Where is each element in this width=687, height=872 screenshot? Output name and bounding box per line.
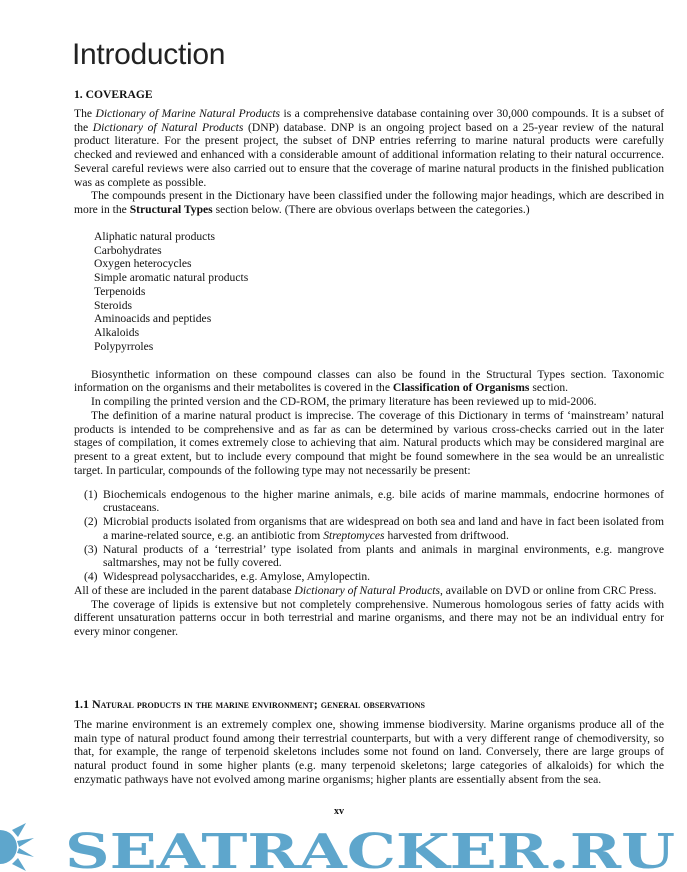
- compound-class-list: [74, 230, 664, 354]
- list-item: Steroids: [94, 298, 133, 312]
- list-item: Aliphatic natural products: [94, 229, 216, 243]
- list-number: (1): [84, 487, 98, 501]
- list-item: Polypyrroles: [94, 339, 154, 353]
- emphasis: Dictionary of Marine Natural Products: [95, 106, 281, 120]
- paragraph: Biosynthetic information on these compound classes can also be found in the Structural Types section. Taxonomic information on the organisms and their metabolites is covered in the Classification of Organisms section.: [74, 367, 664, 395]
- paragraph: All of these are included in the parent database Dictionary of Natural Products, available on DVD or online from CRC Press.: [74, 583, 657, 597]
- section-marine-environment: [74, 698, 664, 787]
- list-item: Alkaloids: [94, 326, 140, 339]
- emphasis: Streptomyces: [323, 528, 385, 542]
- list-item: (4) Widespread polysaccharides, e.g. Amylose, Amylopectin.: [84, 570, 371, 583]
- list-item: Terpenoids: [94, 284, 146, 298]
- emphasis: Structural Types: [129, 203, 213, 216]
- list-item: (1) Biochemicals endogenous to the higher marine animals, e.g. bile acids of marine mammals, endocrine hormones of crustaceans.: [84, 487, 664, 515]
- paragraph: The definition of a marine natural product is imprecise. The coverage of this Dictionary in terms of ‘mainstream’ natural products is intended to be comprehensive and as far as can be determined by various cross-checks carried out in the later stages of compilation, it comes extremely close to achieving that aim. Natural products which may be considered marginal are present to a great extent, but to include every compound that might be found somewhere in the sea would be an unrealistic target. In particular, compounds of the following type may not necessarily be present:: [74, 408, 664, 477]
- exclusion-list: [74, 488, 664, 584]
- list-item: Oxygen heterocycles: [94, 257, 192, 271]
- list-item: Carbohydrates: [94, 243, 162, 257]
- list-number: (4): [84, 570, 98, 583]
- emphasis: Classification of Organisms: [392, 381, 530, 395]
- paragraph: In compiling the printed version and the CD-ROM, the primary literature has been reviewed up to mid-2006.: [91, 395, 597, 408]
- emphasis: Dictionary of Natural Products: [92, 120, 244, 134]
- section-coverage: [74, 88, 664, 639]
- list-item: (2) Microbial products isolated from organisms that are widespread on both sea and land and have in fact been isolated from a marine-related source, e.g. an antibiotic from Streptomyces harvested from driftwood.: [84, 515, 664, 542]
- section-heading: 1.1 Natural products in the marine environment; general observations: [74, 697, 425, 711]
- list-item: Aminoacids and peptides: [94, 312, 212, 326]
- list-item: Simple aromatic natural products: [94, 271, 249, 284]
- sun-icon: [0, 823, 34, 871]
- watermark-text: SEATRACKER.RU: [65, 824, 675, 872]
- paragraph: The compounds present in the Dictionary have been classified under the following major headings, which are described in more in the Structural Types section below. (There are obvious overlaps between the categories.): [74, 189, 664, 216]
- page-title: Introduction: [72, 38, 226, 71]
- emphasis: Dictionary of Natural Products: [294, 583, 440, 597]
- list-number: (2): [84, 515, 98, 528]
- list-number: (3): [84, 542, 98, 556]
- paragraph: The coverage of lipids is extensive but not completely comprehensive. Numerous homologous series of fatty acids with different unsaturation patterns occur in both terrestrial and marine organisms, and there may not be an individual entry for every minor congener.: [74, 597, 664, 638]
- section-heading: 1. COVERAGE: [74, 88, 153, 101]
- page-number: xv: [334, 806, 344, 817]
- list-item: (3) Natural products of a ‘terrestrial’ type isolated from plants and animals in marginal environments, e.g. mangrove saltmarshes, may not be fully covered.: [84, 542, 664, 570]
- paragraph: The marine environment is an extremely complex one, showing immense biodiversity. Marine organisms produce all of the main type of natural product found among their terrestrial counterparts, but with a very different range of chemodiversity, so that, for example, the range of terpenoid skeletons includes some not found on land. Conversely, there are large groups of natural product found in some higher plants (e.g. many terpenoid skeletons; large categories of alkaloids) for which the enzymatic pathways have not evolved among marine organisms; higher plants are essentially absent from the sea.: [74, 717, 664, 786]
- paragraph: The Dictionary of Marine Natural Products is a comprehensive database containing over 30,000 compounds. It is a subset of the Dictionary of Natural Products (DNP) database. DNP is an ongoing project based on a 25-year review of the natural product literature. For the present project, the subset of DNP entries referring to marine natural products were carefully checked and reviewed and enhanced with a considerable amount of additional information relating to their natural occurrence. Several careful reviews were also carried out to ensure that the coverage of marine natural products in the finished publication was as complete as possible.: [74, 106, 665, 189]
- watermark-logo: [0, 822, 687, 872]
